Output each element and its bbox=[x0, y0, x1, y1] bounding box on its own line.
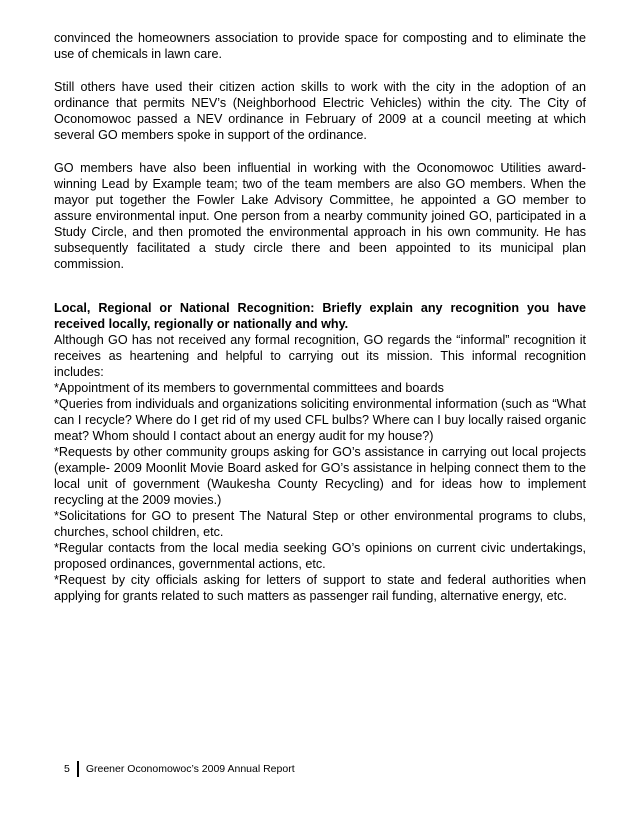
recognition-item: *Queries from individuals and organizations soliciting environmental information (such as “What can I recycle? Where do I get rid of my used CFL bulbs? Where can I buy locally raised organic meat? Whom should I contact about an energy audit for my house?) bbox=[54, 397, 586, 443]
paragraph-nev-ordinance: Still others have used their citizen action skills to work with the city in the adoption of an ordinance that permits NEV’s (Neighborhood Electric Vehicles) within the city. The City of Oconomowoc passed a NEV ordinance in February of 2009 at a council meeting at which several GO members spoke in support of the ordinance. bbox=[54, 80, 586, 142]
paragraph-composting: convinced the homeowners association to provide space for composting and to eliminate the use of chemicals in lawn care. bbox=[54, 31, 586, 61]
section-heading: Local, Regional or National Recognition: Briefly explain any recognition you have received locally, regionally or nationally and why. bbox=[54, 301, 586, 331]
page-content bbox=[54, 30, 586, 604]
page-number: 5 bbox=[64, 762, 70, 775]
recognition-item: *Requests by other community groups asking for GO’s assistance in carrying out local projects (example- 2009 Moonlit Movie Board asked for GO’s assistance in helping connect them to the local unit of government (Waukesha County Recycling) and for ideas how to implement recycling at the 2009 movies.) bbox=[54, 445, 586, 507]
section-intro: Although GO has not received any formal recognition, GO regards the “informal” recognition it receives as heartening and helpful to carrying out its mission. This informal recognition includes: bbox=[54, 333, 586, 379]
recognition-item: *Request by city officials asking for letters of support to state and federal authorities when applying for grants related to such matters as passenger rail funding, alternative energy, etc. bbox=[54, 573, 586, 603]
recognition-item: *Regular contacts from the local media seeking GO’s opinions on current civic undertakings, proposed ordinances, governmental actions, etc. bbox=[54, 541, 586, 571]
recognition-item: *Appointment of its members to governmental committees and boards bbox=[54, 381, 444, 395]
page-footer bbox=[64, 760, 295, 778]
paragraph-influence: GO members have also been influential in working with the Oconomowoc Utilities award-winning Lead by Example team; two of the team members are also GO members. When the mayor put together the Fowler Lake Advisory Committee, he appointed a GO member to assure environmental input. One person from a nearby community joined GO, participated in a Study Circle, and then promoted the environmental approach in his own community. He has subsequently facilitated a study circle there and been appointed to its municipal plan commission. bbox=[54, 161, 586, 271]
footer-divider bbox=[77, 761, 79, 777]
footer-title: Greener Oconomowoc’s 2009 Annual Report bbox=[85, 762, 295, 775]
recognition-item: *Solicitations for GO to present The Natural Step or other environmental programs to clubs, churches, school children, etc. bbox=[54, 509, 586, 539]
